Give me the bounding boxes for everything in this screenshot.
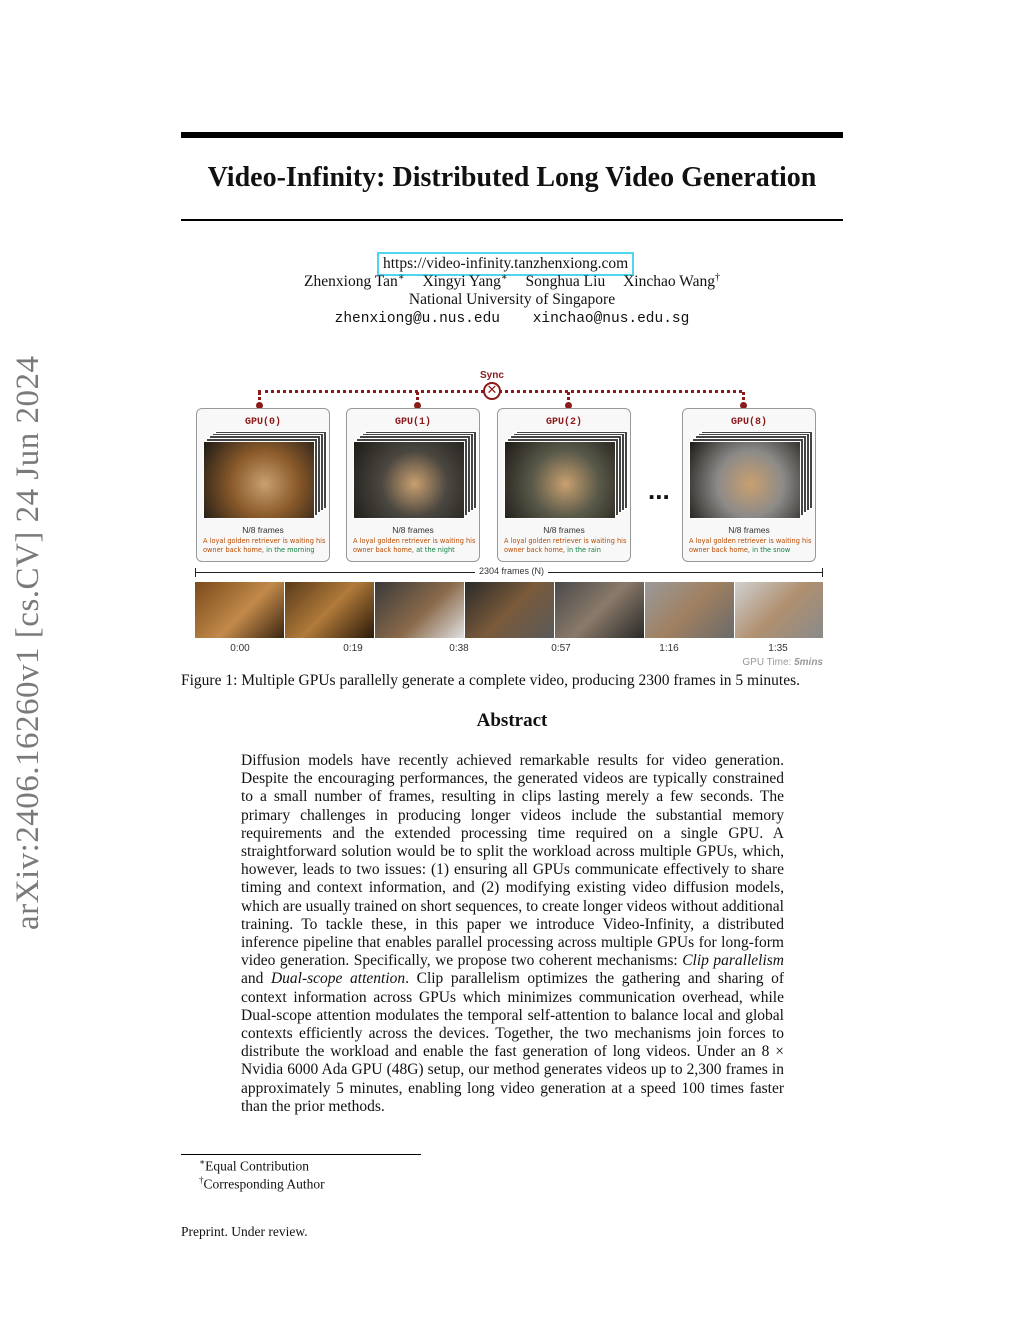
title-rule-top	[181, 132, 843, 138]
strip-frame	[735, 582, 823, 638]
gpu-time: GPU Time: 5mins	[742, 657, 823, 668]
frame-stack	[689, 431, 811, 519]
abstract-body: Diffusion models have recently achieved remarkable results for video generation. Despite the encouraging performances, the generated videos are typically constrained to a small number of frames, resulting in clips lasting merely a few seconds. The primary challenges in producing longer videos include the substantial memory requirements and the extended processing time required on a single GPU. A straightforward solution would be to split the workload across multiple GPUs, which, however, leads to two issues: (1) ensuring all GPUs communicate effectively to share timing and context information, and (2) modifying existing video diffusion models, which are usually trained on short sequences, to create longer videos without additional training. To tackle these, in this paper we introduce Video-Infinity, a distributed inference pipeline that enables parallel processing across multiple GPUs for long-form video generation. Specifically, we propose two coherent mechanisms: Clip parallelism and Dual-scope attention. Clip parallelism optimizes the gathering and sharing of context information across GPUs which minimizes communication overhead, while Dual-scope attention modulates the temporal self-attention to balance local and global contexts efficiently across the devices. Together, the two mechanisms join forces to distribute the workload and enable the fast generation of long videos. Under an 8 × Nvidia 6000 Ada GPU (48G) setup, our method generates videos up to 2,300 frames in approximately 5 minutes, enabling long video generation at a speed 100 times faster than the prior methods.	[241, 752, 784, 1115]
arxiv-stamp: arXiv:2406.16260v1 [cs.CV] 24 Jun 2024	[10, 355, 46, 930]
gpu-card	[682, 408, 816, 562]
email: xinchao@nus.edu.sg	[532, 311, 690, 327]
figure-1	[190, 365, 830, 672]
author: Xingyi Yang∗	[422, 272, 508, 291]
sync-cross-icon: ✕	[483, 382, 501, 400]
frames-count: N/8 frames	[392, 525, 434, 535]
author-list	[181, 272, 843, 291]
gpu-label: GPU(2)	[545, 417, 582, 428]
gpu-label: GPU(0)	[244, 417, 281, 428]
title-rule-bottom	[181, 219, 843, 221]
paper-title: Video-Infinity: Distributed Long Video Generation	[207, 162, 817, 193]
frames-count: N/8 frames	[543, 525, 585, 535]
gpu-card	[497, 408, 631, 562]
strip-frame	[645, 582, 735, 638]
frame-stack	[353, 431, 475, 519]
timestamp: 0:38	[449, 643, 469, 654]
prompt-text: A loyal golden retriever is waiting his owner back home, in the rain	[504, 537, 627, 554]
gpu-label: GPU(1)	[394, 417, 431, 428]
timestamp: 0:19	[343, 643, 363, 654]
timestamp: 0:00	[230, 643, 250, 654]
frames-count: N/8 frames	[728, 525, 770, 535]
footnote: †Corresponding Author	[199, 1175, 325, 1192]
timestamp: 1:16	[659, 643, 679, 654]
abstract-heading: Abstract	[476, 710, 548, 731]
timeline	[190, 643, 830, 655]
frame-stack	[203, 431, 325, 519]
prompt-text: A loyal golden retriever is waiting his owner back home, at the night	[353, 537, 476, 554]
author: Zhenxiong Tan∗	[304, 272, 405, 291]
gpu-card	[346, 408, 480, 562]
frames-count: N/8 frames	[242, 525, 284, 535]
email: zhenxiong@u.nus.edu	[334, 311, 500, 327]
frame-stack	[504, 431, 626, 519]
strip-frame	[195, 582, 285, 638]
strip-frame	[465, 582, 555, 638]
strip-frame	[555, 582, 645, 638]
footnote-rule	[181, 1154, 421, 1155]
strip-frame	[285, 582, 375, 638]
video-frame-strip	[195, 582, 823, 638]
project-url-link[interactable]: https://video-infinity.tanzhenxiong.com	[377, 252, 634, 276]
author: Xinchao Wang†	[623, 272, 720, 291]
prompt-text: A loyal golden retriever is waiting his owner back home, in the snow	[689, 537, 812, 554]
dog-frame-image	[689, 441, 801, 519]
gpu-card	[196, 408, 330, 562]
figure-caption: Figure 1: Multiple GPUs parallelly generate a complete video, producing 2300 frames in 5 minutes.	[181, 672, 800, 689]
preprint-note: Preprint. Under review.	[181, 1224, 308, 1239]
timestamp: 1:35	[768, 643, 788, 654]
dog-frame-image	[504, 441, 616, 519]
sync-label: Sync	[480, 370, 504, 381]
ellipsis: ...	[648, 475, 670, 505]
total-frames-label: 2304 frames (N)	[475, 566, 548, 576]
footnote: ∗Equal Contribution	[199, 1157, 309, 1174]
author: Songhua Liu	[525, 273, 606, 291]
dog-frame-image	[353, 441, 465, 519]
strip-frame	[375, 582, 465, 638]
dog-frame-image	[203, 441, 315, 519]
affiliation: National University of Singapore	[408, 291, 616, 308]
gpu-label: GPU(8)	[730, 417, 767, 428]
prompt-text: A loyal golden retriever is waiting his owner back home, in the morning	[203, 537, 326, 554]
author-emails	[181, 311, 843, 327]
timestamp: 0:57	[551, 643, 571, 654]
